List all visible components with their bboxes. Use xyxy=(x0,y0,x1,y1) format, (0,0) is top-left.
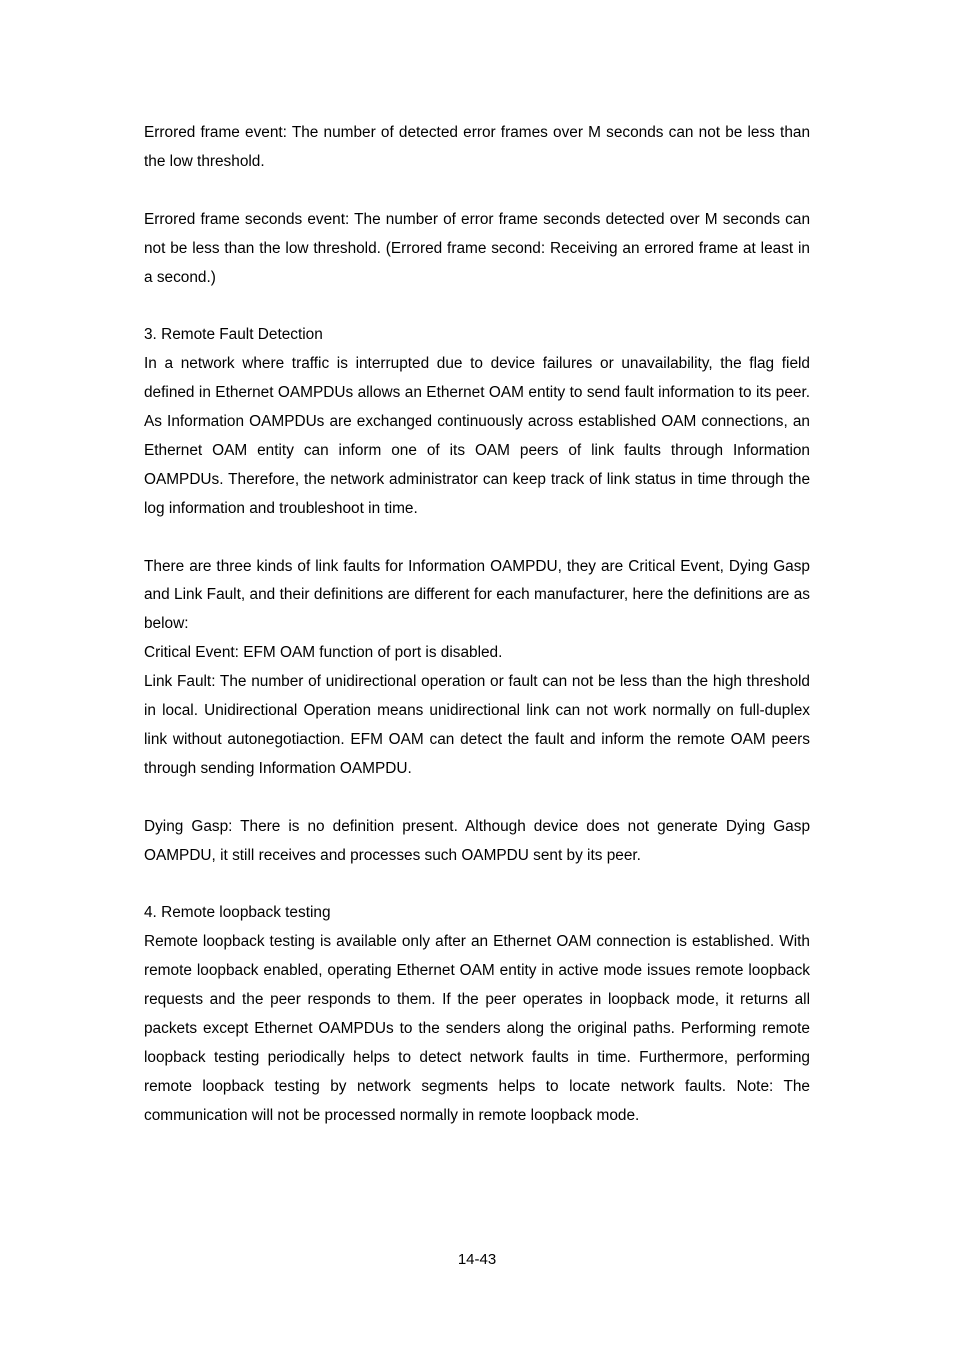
paragraph-link-fault: Link Fault: The number of unidirectional operation or fault can not be less than the high threshold in local. Unidirectional Operation means unidirectional link can not work normally on full-duplex link without autonegotiaction. EFM OAM can detect the fault and inform the remote OAM peers through sending Information OAMPDU. xyxy=(144,673,810,777)
heading-remote-loopback-testing: 4. Remote loopback testing xyxy=(144,904,331,922)
page-number: 14-43 xyxy=(457,1251,497,1268)
paragraph-remote-loopback-testing: Remote loopback testing is available only after an Ethernet OAM connection is established. With remote loopback enabled, operating Ethernet OAM entity in active mode issues remote loopback requests and the peer responds to them. If the peer operates in loopback mode, it returns all packets except Ethernet OAMPDUs to the senders along the original paths. Performing remote loopback testing periodically helps to detect network faults in time. Furthermore, performing remote loopback testing by network segments helps to locate network faults. Note: The communication will not be processed normally in remote loopback mode. xyxy=(144,933,810,1124)
paragraph-critical-event: Critical Event: EFM OAM function of port is disabled. xyxy=(144,644,503,662)
paragraph-remote-fault-detection: In a network where traffic is interrupted due to device failures or unavailability, the flag field defined in Ethernet OAMPDUs allows an Ethernet OAM entity to send fault information to its peer. As Information OAMPDUs are exchanged continuously across established OAM connections, an Ethernet OAM entity can inform one of its OAM peers of link faults through Information OAMPDUs. Therefore, the network administrator can keep track of link status in time through the log information and troubleshoot in time. xyxy=(144,355,810,517)
document-body xyxy=(144,119,810,1131)
paragraph-errored-frame-seconds-event: Errored frame seconds event: The number of error frame seconds detected over M seconds can not be less than the low threshold. (Errored frame second: Receiving an errored frame at least in a second.) xyxy=(144,210,810,286)
heading-remote-fault-detection: 3. Remote Fault Detection xyxy=(144,326,323,344)
spacer xyxy=(144,524,810,553)
spacer xyxy=(144,292,810,321)
paragraph-errored-frame-event: Errored frame event: The number of detected error frames over M seconds can not be less than the low threshold. xyxy=(144,124,810,170)
paragraph-dying-gasp: Dying Gasp: There is no definition present. Although device does not generate Dying Gasp OAMPDU, it still receives and processes such OAMPDU sent by its peer. xyxy=(144,817,810,864)
spacer xyxy=(144,784,810,813)
spacer xyxy=(144,871,810,900)
paragraph-link-fault-kinds: There are three kinds of link faults for Information OAMPDU, they are Critical Event, Dying Gasp and Link Fault, and their definitions are different for each manufacturer, here the definitions are as below: xyxy=(144,557,810,633)
spacer xyxy=(144,177,810,206)
